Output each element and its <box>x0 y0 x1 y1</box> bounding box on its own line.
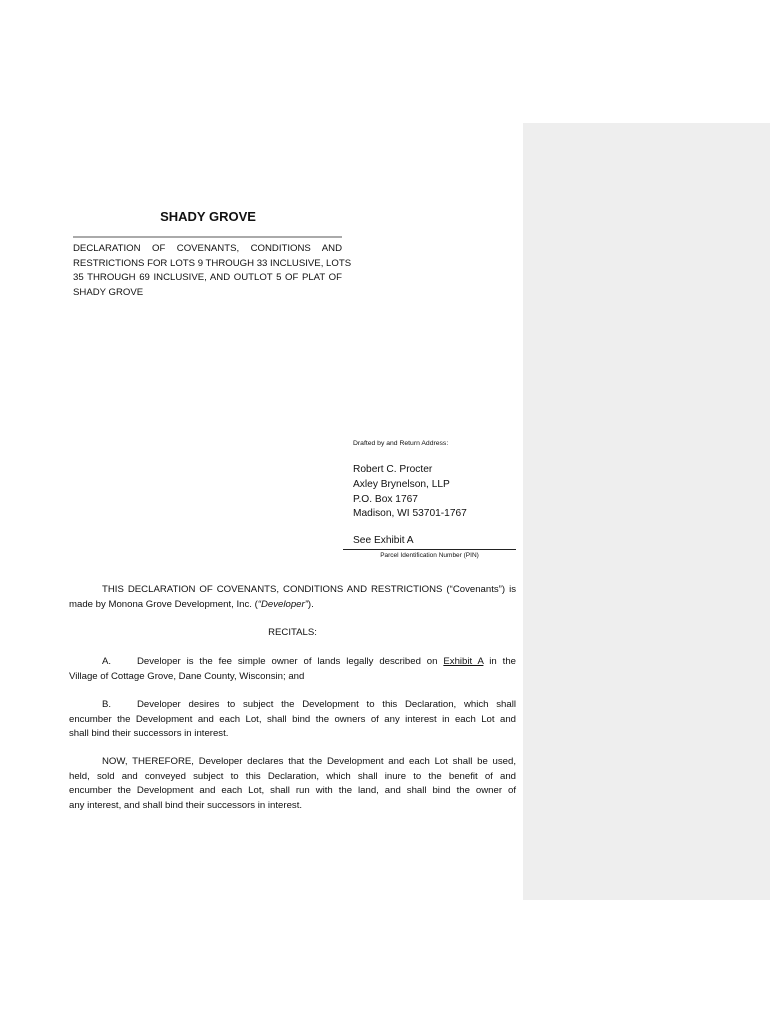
recital-a-line <box>69 655 516 670</box>
subtitle-line: RESTRICTIONS FOR LOTS 9 THROUGH 33 INCLUSIVE, LOTS <box>73 257 352 269</box>
pin-divider <box>343 549 516 550</box>
intro-line: THIS DECLARATION OF COVENANTS, CONDITIONS AND RESTRICTIONS (“Covenants”) is <box>102 584 516 595</box>
intro-text: ). <box>307 598 314 610</box>
recital-b-line <box>69 698 516 713</box>
document-title: SHADY GROVE <box>160 209 256 224</box>
drafted-by-label: Drafted by and Return Address: <box>353 440 449 447</box>
recital-text: Developer is the fee simple owner of lands legally described on <box>137 656 444 667</box>
recital-text: Developer desires to subject the Development to this Declaration, which shall <box>137 699 516 710</box>
pin-label: Parcel Identification Number (PIN) <box>380 552 479 559</box>
recital-a-line: Village of Cottage Grove, Dane County, Wisconsin; and <box>69 670 305 682</box>
recital-b <box>69 698 516 742</box>
recital-marker: B. <box>102 699 112 710</box>
pin-value: See Exhibit A <box>353 535 414 546</box>
address-line: P.O. Box 1767 <box>353 493 418 505</box>
developer-term: “Developer” <box>257 598 308 610</box>
exhibit-a-link[interactable]: Exhibit A <box>443 656 484 667</box>
subtitle-line: DECLARATION OF COVENANTS, CONDITIONS AND <box>73 243 342 254</box>
comment-pane <box>523 123 770 900</box>
now-therefore-line: held, sold and conveyed subject to this Declaration, which shall inure to the benefit of and <box>69 770 516 782</box>
intro-paragraph <box>69 583 516 612</box>
title-divider <box>73 236 342 238</box>
address-line: Madison, WI 53701-1767 <box>353 508 467 520</box>
recital-b-line: encumber the Development and each Lot, shall bind the owners of any interest in each Lot and <box>69 713 516 725</box>
now-therefore-line: any interest, and shall bind their successors in interest. <box>69 799 303 811</box>
now-therefore-paragraph <box>69 755 516 813</box>
recital-text: in the <box>483 656 516 667</box>
address-line: Robert C. Procter <box>353 464 433 475</box>
return-address <box>353 463 467 522</box>
now-therefore-line: NOW, THEREFORE, Developer declares that the Development and each Lot shall be used, <box>102 756 516 767</box>
intro-text: made by Monona Grove Development, Inc. ( <box>69 598 258 610</box>
declaration-subtitle <box>73 242 352 301</box>
intro-line <box>69 598 516 613</box>
address-line: Axley Brynelson, LLP <box>353 478 450 490</box>
recital-b-line: shall bind their successors in interest. <box>69 728 229 740</box>
now-therefore-line: encumber the Development and each Lot, shall run with the land, and shall bind the owner of <box>69 785 516 797</box>
subtitle-line: SHADY GROVE <box>73 287 144 299</box>
recitals-heading: RECITALS: <box>268 627 317 638</box>
subtitle-line: 35 THROUGH 69 INCLUSIVE, AND OUTLOT 5 OF PLAT OF <box>73 272 342 284</box>
recital-a <box>69 655 516 684</box>
recital-marker: A. <box>102 656 112 667</box>
